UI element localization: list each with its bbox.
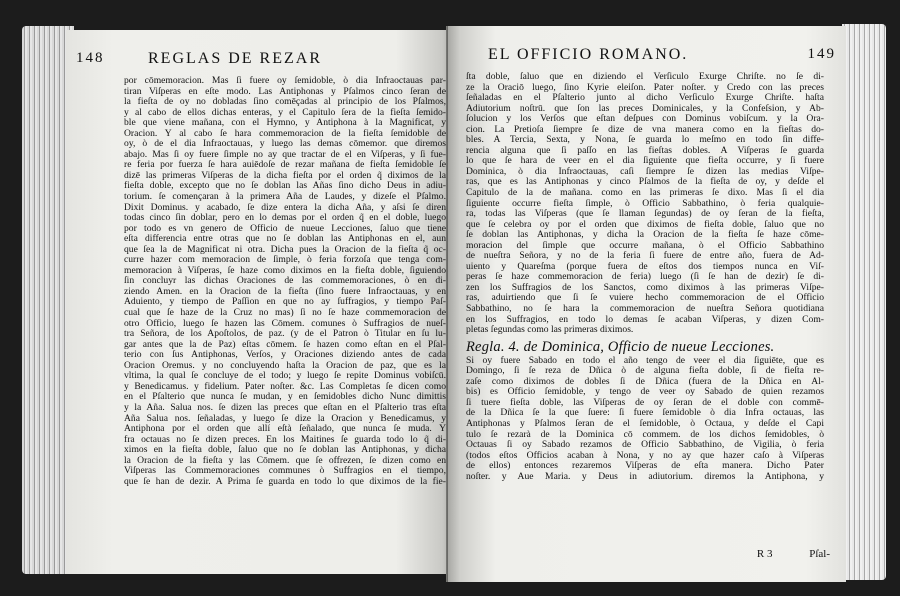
text-line: Antiphona por el orden que allí eſtà ſeñalado, que nunca ſe muda. Y [124, 424, 446, 435]
text-line: Antiphonas y Pſalmos ſeran de el ſemidoble, ò Octaua, y deſde el Capi [466, 418, 824, 429]
text-line: oy, ò de el dia Infraoctauas, y luego las demas cōmemor. que diremos [124, 139, 446, 150]
text-line: eſta differencia entre otras que no ſe doblan las Antiphonas en el, aun [124, 234, 446, 245]
text-line: moracion del ſimple que occurre mañana, ò el Officio Sabbathino [466, 240, 824, 251]
text-line: la Oracion de la fieſta y las Cōmem. que ſe offrezen, ſe dizen como en [124, 455, 446, 466]
text-line: Oracion Oremus. y no concluyendo haſta la Oracion de paz, que es la [124, 360, 446, 371]
text-line: fieſta doble, excepto que no ſe doblan las Añas ſino dicho Deus in adiu- [124, 181, 446, 192]
text-line: ximos en la fieſta doble, ſaluo que no ſe doblan las Antiphonas, y dicha [124, 445, 446, 456]
text-line: uiento y Quareſma (porque fuera de eſtos dos tiempos nunca en Viſ- [466, 261, 824, 272]
text-line: abajo. Mas ſi oy fuere ſimple no ay que tractar de el en Viſperas, y ſi fue- [124, 149, 446, 160]
text-line: curre hazer com memoracion de ſimple, ò feria forzoſa que tenga com- [124, 255, 446, 266]
text-line: ra, todas las Viſperas (que ſe llaman ſegundas) de oy ſeran de la fieſta, [466, 209, 824, 220]
text-line: zaſe como diximos de dobles ſi de Dñica (fuera de la Dñica en Al- [466, 376, 824, 387]
text-line: torium. ſe començaran à la primera Aña de Laudes, y dizeſe el Pſalmo. [124, 192, 446, 203]
text-line: fra octauas no ſe dizen preces. En los Maitines ſe guarda todo lo q̃ di- [124, 434, 446, 445]
left-page-number: 148 [76, 50, 105, 66]
text-line: Dominica, ò dia Infraoctauas, caſi ſiempre ſe dizen las medias Viſpe- [466, 166, 824, 177]
text-line: memoracion à Viſperas, ſe haze como diximos en la fieſta doble, ſiguiendo [124, 265, 446, 276]
text-line: ſeñaladas en el Pſalterio junto al dicho Verſiculo Exurge Chriſte. haſta [466, 93, 824, 104]
text-line: re feria por fuerza ſe hara auiēdoſe de rezar mañana de fieſta ſemidoble ſe [124, 160, 446, 171]
text-line: ras, que es las Antiphonas y cinco Pſalmos de la fieſta de oy, y deſde el [466, 177, 824, 188]
text-line: en los Suffragios, en todo lo demas ſe acaban Viſperas, y dizen Com- [466, 314, 824, 325]
text-line: ras, aduirtiendo que ſi ſe vuiere hecho commemoracion de el Officio [466, 293, 824, 304]
text-line: gar antes que la de Paz) eſtas cōmem. ſe hazen como eſtan en el Pſal- [124, 339, 446, 350]
text-line: tra Señora, de los Apoſtolos, de paz. (y de el Patron ò Titular en ſu lu- [124, 329, 446, 340]
text-line: Capitulo de la de mañana. como en las primeras ſe dixo. Mas ſi el dia [466, 188, 824, 199]
text-line: cion. La Pretioſa ſiempre ſe dize de vna manera como en la fieſtas do- [466, 124, 824, 135]
signature-mark: R 3 [756, 548, 773, 560]
text-line: Viſperas las Commemoraciones communes ò Suffragios en el tiempo, [124, 466, 446, 477]
text-line: ze la Oraciō luego, ſino Kyrie eleiſon. Pater noſter. y Credo con las preces [466, 82, 824, 93]
text-line: zen los Suffragios de los Sanctos, como diximos à las primeras Viſpe- [466, 282, 824, 293]
text-line: noſter. y Aue Maria. y Deus in adiutorium. diremos la Antiphona, y [466, 471, 824, 482]
text-line: Dixit Dominus. y acabado, ſe dize entera la dicha Aña, y aſsi ſe diren [124, 202, 446, 213]
text-line: Adiutorium noſtrū. que ſon las preces Dominicales, y la Confeſsion, y Ab- [466, 103, 824, 114]
right-page-text-block-1 [466, 72, 824, 336]
text-line: de la Dñica ſe la que ſuere: ſi fuere ſemidoble ò dia Infra octauas, las [466, 408, 824, 419]
text-line: de nueſtra Señora, y no de la feria ſi fuere de entre año, fuera de Ad- [466, 251, 824, 262]
text-line: Aña Salua nos. ſeñaladas, y luego ſe dize la Oracion y Benedicamus, y [124, 413, 446, 424]
text-line: ſe doblan las Antiphonas, y dicha la Oracion de la fieſta ſe haze cōme- [466, 230, 824, 241]
page-footer [757, 548, 830, 560]
left-running-title: REGLAS DE REZAR [148, 50, 322, 67]
text-line: terio con ſus Antiphonas, Verſos, y Oraciones diziendo antes de cada [124, 350, 446, 361]
text-line: y la Aña. Salua nos. ſe dizen las preces que eſtan en el Pſalterio tras eſta [124, 402, 446, 413]
text-line: cual que ſe haze de la Cruz no mas) ſi no ſe haze commemoracion de [124, 308, 446, 319]
right-running-title: EL OFFICIO ROMANO. [488, 46, 689, 63]
left-page-body [124, 76, 446, 487]
text-line: bles. A Tercia, Sexta, y Nona, ſe guarda lo meſmo en todo ſin diffe- [466, 135, 824, 146]
right-page-text-block-2 [466, 356, 824, 483]
text-line: peras ſe haze commemoracion de feria) luego (ſi ſe han de dezir) ſe di- [466, 272, 824, 283]
right-page-number: 149 [807, 46, 836, 62]
text-line: otro Officio, luego ſe hazen las Cōmem. comunes ò Suffragios de nueſ- [124, 318, 446, 329]
catchword: Pſal- [809, 548, 830, 560]
text-line: todas cinco ſin doblar, pero en lo demas por el orden q̃ en el doble, luego [124, 213, 446, 224]
text-line: Octauas ſi oy Sabado rezamos de Officio Sabbathino, de Vigilia, ò feria [466, 440, 824, 451]
text-line: ſiguiente occurre fieſta ſimple, ò Officio Sabbathino, ò feria qualquie- [466, 198, 824, 209]
text-line: tiran Viſperas en eſte modo. Las Antiphonas y Pſalmos cinco ſeran de [124, 86, 446, 97]
text-line: que ſea la de Magnificat ni otra. Dicha pues la Oracion de la fieſta q̃ oc- [124, 244, 446, 255]
left-page [66, 30, 454, 574]
text-line: y Benedicamus. y fidelium. Pater noſter. &c. Las Completas ſe dicen como [124, 381, 446, 392]
text-line: la fieſta de oy no dobladas ſino comēçadas al principio de los Pſalmos, [124, 97, 446, 108]
text-line: que ſe celebra oy por el orden que diximos de fieſta doble, ſaluo que no [466, 219, 824, 230]
text-line: ble que viene mañana, con el Hymno, y Antiphona à la Magnificat, y [124, 118, 446, 129]
right-page-edges [842, 24, 886, 580]
text-line: Aduiento, y tiempo de Paſſion en que no ay ſuffragios, y tiempo Paſ- [124, 297, 446, 308]
text-line: ſta doble, ſaluo que en diziendo el Verſiculo Exurge Chriſte. no ſe di- [466, 72, 824, 82]
text-line: (todos eſtos Officios acaban à Nona, y no ay que hazer caſo à Viſperas [466, 450, 824, 461]
text-line: vltima, la qual ſe concluye de el todo; y luego ſe repite Dominus vobiſcū. [124, 371, 446, 382]
text-line: que ſe han de dezir. A Prima ſe guarda en todo lo que diximos de la fie- [124, 476, 446, 487]
text-line: lo que ſe hara de veer en el dia ſiguiente que fieſta occurre, y ſi fuere [466, 156, 824, 167]
text-line: en el Pſalterio que nunca ſe mudan, y en ſemidobles dicho Nunc dimittis [124, 392, 446, 403]
text-line: rencia alguna que ſi paſſo en las fieſtas dobles. A Viſperas ſe guarda [466, 145, 824, 156]
text-line: Domingo, ſi ſe reza de Dñica ò de alguna fieſta doble, ſi de fieſta re- [466, 366, 824, 377]
text-line: Sabbathino, no ſe hara la commemoracion de nueſtra Señora quotidiana [466, 304, 824, 315]
right-page-body [466, 72, 824, 482]
text-line: ſolucion y los Verſos que eſtan deſpues con Dominus vobiſcum. y la Ora- [466, 114, 824, 125]
text-line: pletas ſegundas como las primeras diximos. [466, 325, 634, 336]
text-line: por todo es vn genero de Officio de nueue Lecciones, ſaluo que tiene [124, 223, 446, 234]
text-line: ſi tuere fieſta doble, las Viſperas de oy ſeran de el doble con commē- [466, 397, 824, 408]
text-line: y al cabo de ellos dichas enteras, y el Capitulo ſera de la fieſta ſemido- [124, 107, 446, 118]
section-heading: Regla. 4. de Dominica, Officio de nueue Lecciones. [466, 338, 775, 355]
text-line: tulo ſe rezarà de la Dominica cō commem. de los dichos ſemidobles, ò [466, 429, 824, 440]
text-line: de ellos) entonces rezaremos Viſperas de eſta manera. Dicho Pater [466, 461, 824, 472]
text-line: ſin concluyr las dichas Oraciones de las commemoraciones, ò en di- [124, 276, 446, 287]
text-line: dizē las primeras Viſperas de la dicha fieſta por el orden q̃ diximos de la [124, 170, 446, 181]
right-page [448, 26, 846, 582]
text-line: por cōmemoracion. Mas ſi fuere oy ſemidoble, ò dia Infraoctauas par- [124, 76, 446, 86]
text-line: Si oy fuere Sabado en todo el año tengo de veer el dia ſiguiēte, que es [466, 355, 824, 366]
text-line: Oracion. Y al cabo ſe hara commemoracion de la fieſta ſemidoble de [124, 128, 446, 139]
text-line: ziendo Amen. en la Oracion de la fieſta (ſino fuere Infraoctauas, y en [124, 286, 446, 297]
text-line: bis) es Officio ſemidoble, y tengo de veer oy Sabado de quien rezamos [466, 387, 824, 398]
